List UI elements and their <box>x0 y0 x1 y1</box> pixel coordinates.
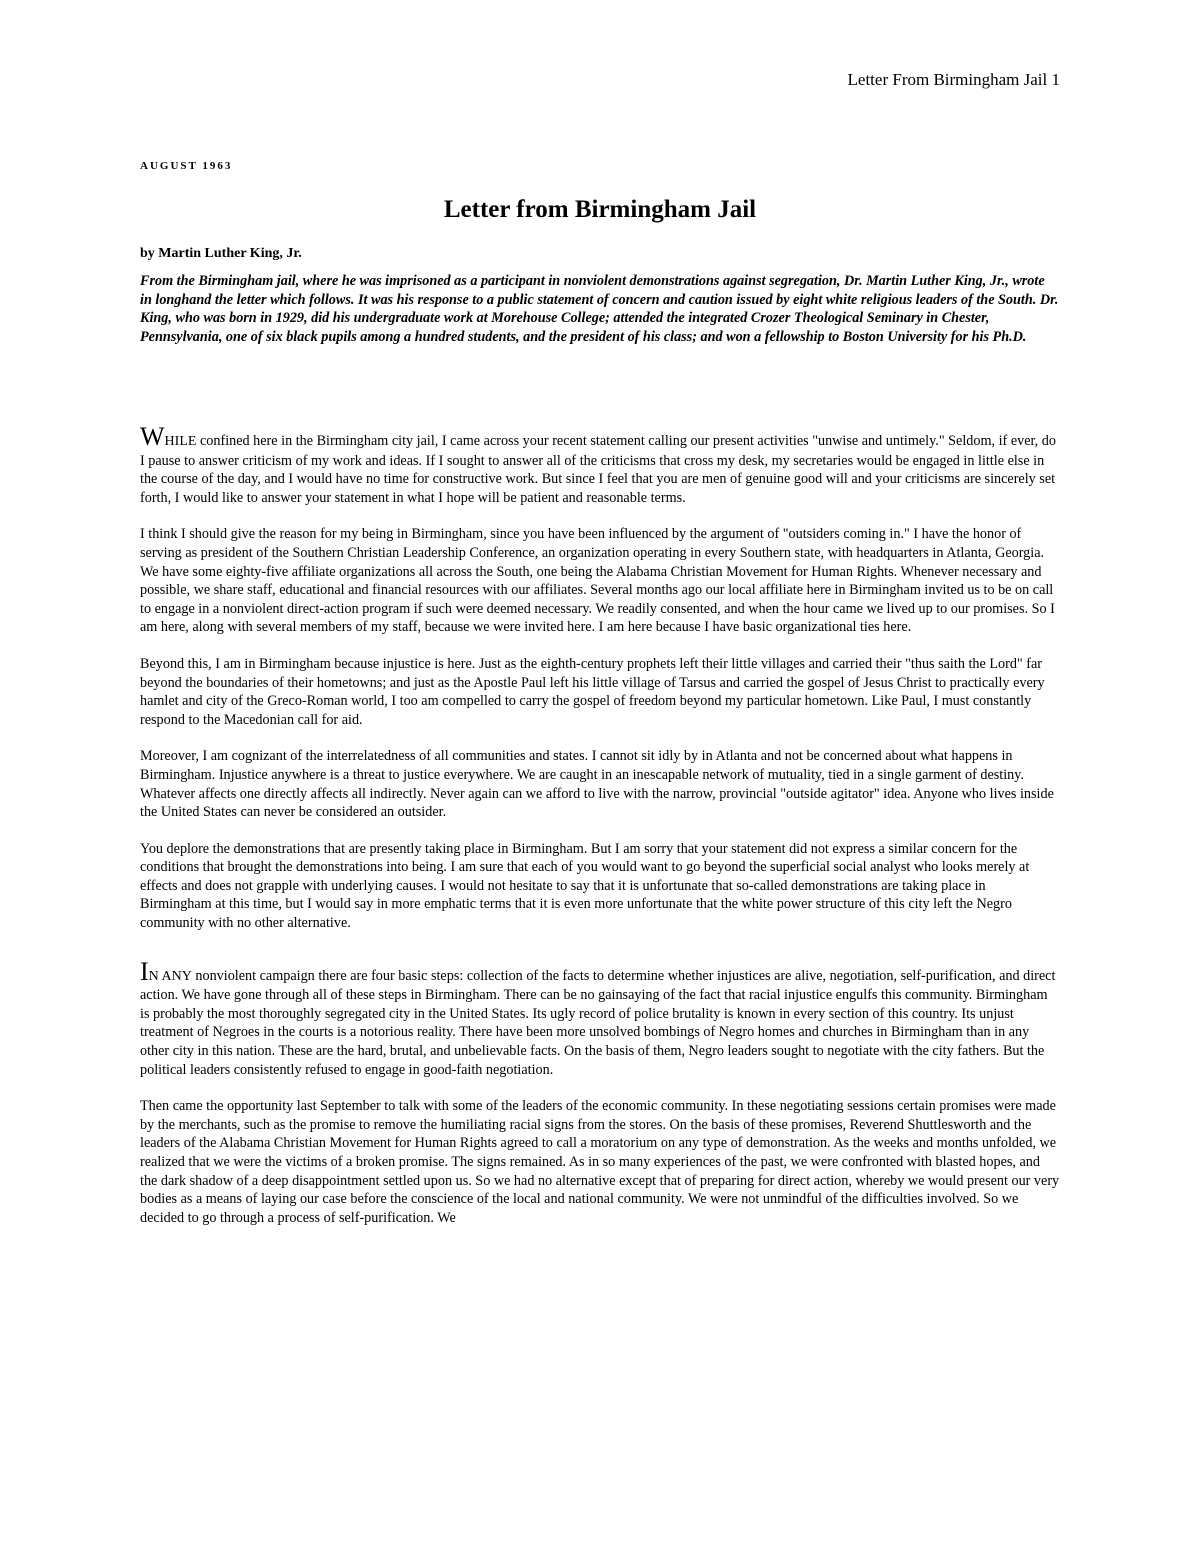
running-header: Letter From Birmingham Jail 1 <box>847 70 1060 89</box>
drop-cap: W <box>140 422 165 451</box>
drop-cap: I <box>140 956 149 986</box>
byline: by Martin Luther King, Jr. <box>140 246 302 261</box>
body-paragraph-6 <box>140 956 1060 1080</box>
page-title: Letter from Birmingham Jail <box>443 196 757 223</box>
paragraph-text: nonviolent campaign there are four basic steps: collection of the facts to determine whether injustices are alive, negotiation, self-purification, and direct action. We have gone through all of these steps in Birmingham. There can be no gainsaying of the fact that racial injustice engulfs this community. Birmingham is probably the most thoroughly segregated city in the United States. Its ugly record of police brutality is known in every section of this country. Its unjust treatment of Negroes in the courts is a notorious reality. There have been more unsolved bombings of Negro homes and churches in Birmingham than in any other city in this nation. These are the hard, brutal, and unbelievable facts. On the basis of them, Negro leaders sought to negotiate with the city fathers. But the political leaders consistently refused to engage in good-faith negotiation. <box>140 967 1056 1078</box>
paragraph-text: confined here in the Birmingham city jail, I came across your recent statement calling our present activities "unwise and untimely." Seldom, if ever, do I pause to answer criticism of my work and ideas. If I sought to answer all of the criticisms that cross my desk, my secretaries would be engaged in little else in the course of the day, and I would have no time for constructive work. But since I feel that you are men of genuine good will and your criticisms are sincerely set forth, I would like to answer your statement in what I hope will be patient and reasonable terms. <box>140 433 1056 506</box>
publication-date: AUGUST 1963 <box>140 160 233 172</box>
lead-in-smallcaps: N ANY <box>148 968 192 984</box>
letter-body <box>140 422 1060 1245</box>
body-paragraph-1 <box>140 422 1060 507</box>
body-paragraph-2: I think I should give the reason for my being in Birmingham, since you have been influenced by the argument of "outsiders coming in." I have the honor of serving as president of the Southern Christian Leadership Conference, an organization operating in every Southern state, with headquarters in Atlanta, Georgia. We have some eighty-five affiliate organizations all across the South, one being the Alabama Christian Movement for Human Rights. Whenever necessary and possible, we share staff, educational and financial resources with our affiliates. Several months ago our local affiliate here in Birmingham invited us to be on call to engage in a nonviolent direct-action program if such were deemed necessary. We readily consented, and when the hour came we lived up to our promises. So I am here, along with several members of my staff, because we were invited here. I am here because I have basic organizational ties here. <box>140 526 1055 636</box>
body-paragraph-7: Then came the opportunity last September to talk with some of the leaders of the economic community. In these negotiating sessions certain promises were made by the merchants, such as the promise to remove the humiliating racial signs from the stores. On the basis of these promises, Reverend Shuttlesworth and the leaders of the Alabama Christian Movement for Human Rights agreed to call a moratorium on any type of demonstration. As the weeks and months unfolded, we realized that we were the victims of a broken promise. The signs remained. As in so many experiences of the past, we were confronted with blasted hopes, and the dark shadow of a deep disappointment settled upon us. So we had no alternative except that of preparing for direct action, whereby we would present our very bodies as a means of laying our case before the conscience of the local and national community. We were not unmindful of the difficulties involved. So we decided to go through a process of self-purification. We <box>140 1098 1060 1226</box>
body-paragraph-3: Beyond this, I am in Birmingham because injustice is here. Just as the eighth-century prophets left their little villages and carried their "thus saith the Lord" far beyond the boundaries of their hometowns; and just as the Apostle Paul left his little village of Tarsus and carried the gospel of Jesus Christ to practically every hamlet and city of the Greco-Roman world, I too am compelled to carry the gospel of freedom beyond my particular hometown. Like Paul, I must constantly respond to the Macedonian call for aid. <box>140 655 1045 728</box>
body-paragraph-4: Moreover, I am cognizant of the interrelatedness of all communities and states. I cannot sit idly by in Atlanta and not be concerned about what happens in Birmingham. Injustice anywhere is a threat to justice everywhere. We are caught in an inescapable network of mutuality, tied in a single garment of destiny. Whatever affects one directly affects all indirectly. Never again can we afford to live with the narrow, provincial "outside agitator" idea. Anyone who lives inside the United States can never be considered an outsider. <box>140 748 1054 821</box>
body-paragraph-5: You deplore the demonstrations that are presently taking place in Birmingham. But I am sorry that your statement did not express a similar concern for the conditions that brought the demonstrations into being. I am sure that each of you would want to go beyond the superficial social analyst who looks merely at effects and does not grapple with underlying causes. I would not hesitate to say that it is unfortunate that so-called demonstrations are taking place in Birmingham at this time, but I would say in more emphatic terms that it is even more unfortunate that the white power structure of this city left the Negro community with no other alternative. <box>140 840 1030 932</box>
intro-paragraph: From the Birmingham jail, where he was imprisoned as a participant in nonviolent demonstrations against segregation, Dr. Martin Luther King, Jr., wrote in longhand the letter which follows. It was his response to a public statement of concern and caution issued by eight white religious leaders of the South. Dr. King, who was born in 1929, did his undergraduate work at Morehouse College; attended the integrated Crozer Theological Seminary in Chester, Pennsylvania, one of six black pupils among a hundred students, and the president of his class; and won a fellowship to Boston University for his Ph.D. <box>140 273 1059 345</box>
lead-in-smallcaps: HILE <box>164 434 197 449</box>
